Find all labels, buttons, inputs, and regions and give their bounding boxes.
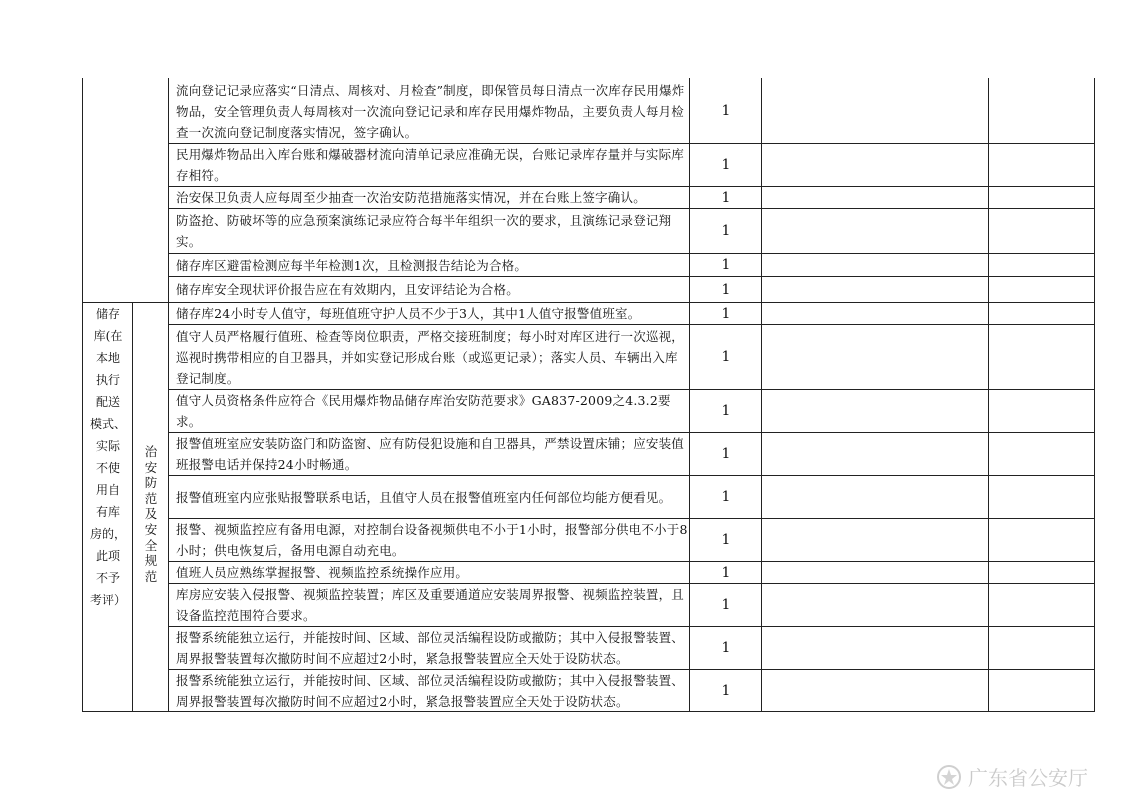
row-11-requirement: 报警值班室内应张贴报警联系电话，且值守人员在报警值班室内任何部位均能方便看见。: [176, 489, 672, 505]
row-10-requirement: 报警值班室应安装防盗门和防盗窗、应有防侵犯设施和自卫器具，严禁设置床铺；应安装值班报警电话并保持24小时畅通。: [176, 436, 685, 472]
row-7-score: 1: [721, 305, 731, 322]
row-3-requirement: 治安保卫负责人应每周至少抽查一次治安防范措施落实情况，并在台账上签字确认。: [176, 190, 646, 205]
row-6-score: 1: [721, 281, 731, 298]
row-1-score: 1: [721, 103, 731, 119]
police-badge-icon: [936, 764, 962, 790]
row-2-score: 1: [721, 157, 731, 173]
row-8-score: 1: [721, 349, 731, 365]
row-11-score: 1: [721, 489, 731, 505]
row-9-requirement: 值守人员资格条件应符合《民用爆炸物品储存库治安防范要求》GA837-2009之4.3.2要求。: [176, 393, 671, 429]
category-cell: 储存 库(在 本地 执行 配送 模式、 实际 不使 用自 有库 房的， 此项 不予 考评）: [89, 307, 126, 607]
row-4-requirement: 防盗抢、防破坏等的应急预案演练记录应符合每半年组织一次的要求，且演练记录登记翔实。: [176, 213, 672, 249]
row-13-requirement: 值班人员应熟练掌握报警、视频监控系统操作应用。: [176, 565, 469, 580]
watermark: [936, 762, 1088, 791]
row-5-requirement: 储存库区避雷检测应每半年检测1次，且检测报告结论为合格。: [176, 257, 528, 273]
row-12-score: 1: [721, 532, 731, 548]
row-9-score: 1: [721, 403, 731, 419]
row-8-requirement: 值守人员严格履行值班、检查等岗位职责，严格交接班制度；每小时对库区进行一次巡视，巡视时携带相应的自卫器具，并如实登记形成台账（或巡更记录）；落实人员、车辆出入库登记制度。: [176, 328, 685, 386]
row-10-score: 1: [721, 446, 731, 462]
row-16-score: 1: [721, 682, 731, 699]
row-3-score: 1: [721, 189, 731, 206]
row-4-score: 1: [721, 223, 731, 239]
subcategory-cell: 治安防范及安全规范: [144, 444, 158, 584]
row-13-score: 1: [721, 564, 731, 581]
row-12-requirement: 报警、视频监控应有备用电源，对控制台设备视频供电不小于1小时，报警部分供电不小于8小时；供电恢复后，备用电源自动充电。: [176, 522, 688, 558]
watermark-text: 广东省公安厅: [968, 766, 1088, 790]
row-15-requirement: 报警系统能独立运行，并能按时间、区域、部位灵活编程设防或撤防；其中入侵报警装置、周界报警装置每次撤防时间不应超过2小时，紧急报警装置应全天处于设防状态。: [176, 630, 685, 666]
row-6-requirement: 储存库安全现状评价报告应在有效期内，且安评结论为合格。: [176, 282, 519, 297]
row-14-score: 1: [721, 597, 731, 613]
row-7-requirement: 储存库24小时专人值守，每班值班守护人员不少于3人，其中1人值守报警值班室。: [176, 306, 641, 321]
row-5-score: 1: [721, 257, 731, 273]
row-16-requirement: 报警系统能独立运行，并能按时间、区域、部位灵活编程设防或撤防；其中入侵报警装置、周界报警装置每次撤防时间不应超过2小时，紧急报警装置应全天处于设防状态。: [176, 672, 685, 709]
row-15-score: 1: [721, 640, 731, 656]
row-2-requirement: 民用爆炸物品出入库台账和爆破器材流向清单记录应准确无误，台账记录库存量并与实际库存相符。: [176, 147, 685, 183]
row-14-requirement: 库房应安装入侵报警、视频监控装置；库区及重要通道应安装周界报警、视频监控装置，且设备监控范围符合要求。: [176, 587, 685, 623]
row-1-requirement: 流向登记记录应落实“日清点、周核对、月检查”制度，即保管员每日清点一次库存民用爆炸物品，安全管理负责人每周核对一次流向登记记录和库存民用爆炸物品，主要负责人每月检查一次流向登记制度落实情况，签字确认。: [176, 82, 685, 140]
